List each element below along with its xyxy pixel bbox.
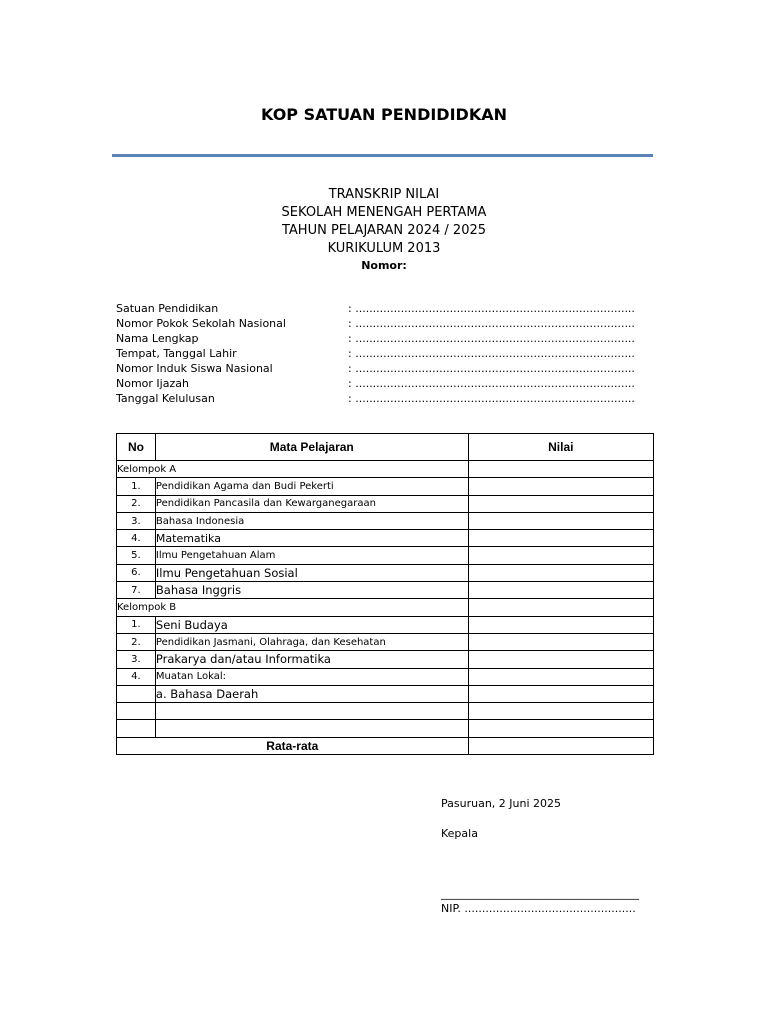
grade-cell xyxy=(468,720,653,737)
info-row xyxy=(116,316,656,331)
grade-cell xyxy=(468,599,653,616)
info-value: : ................................................................................ xyxy=(348,347,635,360)
row-number xyxy=(117,720,156,737)
info-row xyxy=(116,361,656,376)
title-curriculum: KURIKULUM 2013 xyxy=(327,241,441,256)
row-subject: Pendidikan Pancasila dan Kewarganegaraan xyxy=(155,495,468,512)
signatory-role: Kepala xyxy=(441,827,478,840)
table-row xyxy=(117,512,654,529)
grade-cell xyxy=(468,685,653,702)
table-row xyxy=(117,685,654,702)
row-subject: Bahasa Indonesia xyxy=(155,512,468,529)
row-number: 1. xyxy=(117,478,156,495)
grade-cell xyxy=(468,547,653,564)
row-subject: Bahasa Inggris xyxy=(155,582,468,599)
info-value: : ................................................................................ xyxy=(348,302,635,315)
table-row xyxy=(117,703,654,720)
row-number: 1. xyxy=(117,616,156,633)
row-number: 7. xyxy=(117,582,156,599)
place-date: Pasuruan, 2 Juni 2025 xyxy=(441,797,562,810)
header-no: No xyxy=(117,434,156,461)
info-value: : ................................................................................ xyxy=(348,392,635,405)
info-row xyxy=(116,331,656,346)
grade-cell xyxy=(468,530,653,547)
table-row xyxy=(117,547,654,564)
table-row xyxy=(117,616,654,633)
header-subject: Mata Pelajaran xyxy=(155,434,468,461)
group-label: Kelompok A xyxy=(117,461,469,478)
info-row xyxy=(116,391,656,406)
info-label: Tempat, Tanggal Lahir xyxy=(116,347,237,360)
table-header-row xyxy=(117,434,654,461)
signature-line: ____________________________________ xyxy=(441,887,639,900)
row-subject: Prakarya dan/atau Informatika xyxy=(155,651,468,668)
grades-table xyxy=(116,433,654,755)
info-value: : ................................................................................ xyxy=(348,332,635,345)
info-label: Nomor Ijazah xyxy=(116,377,189,390)
info-row xyxy=(116,376,656,391)
row-number: 5. xyxy=(117,547,156,564)
table-row xyxy=(117,478,654,495)
info-value: : ................................................................................ xyxy=(348,317,635,330)
table-row xyxy=(117,633,654,650)
table-row xyxy=(117,668,654,685)
average-grade-cell xyxy=(468,737,653,754)
group-row-b xyxy=(117,599,654,616)
title-transkrip: TRANSKRIP NILAI xyxy=(328,187,440,202)
title-nomor: Nomor: xyxy=(361,259,407,272)
row-number: 4. xyxy=(117,668,156,685)
header-grade: Nilai xyxy=(468,434,653,461)
table-row xyxy=(117,582,654,599)
row-subject xyxy=(155,703,468,720)
table-row xyxy=(117,495,654,512)
row-subject: a. Bahasa Daerah xyxy=(155,685,468,702)
info-label: Satuan Pendidikan xyxy=(116,302,219,315)
row-subject: Pendidikan Agama dan Budi Pekerti xyxy=(155,478,468,495)
document-titles xyxy=(0,186,768,274)
info-value: : ................................................................................ xyxy=(348,362,635,375)
average-row xyxy=(117,737,654,754)
info-label: Tanggal Kelulusan xyxy=(116,392,215,405)
title-academic-year: TAHUN PELAJARAN 2024 / 2025 xyxy=(281,223,487,238)
grade-cell xyxy=(468,478,653,495)
grade-cell xyxy=(468,495,653,512)
title-school-level: SEKOLAH MENENGAH PERTAMA xyxy=(281,205,487,220)
row-number: 2. xyxy=(117,633,156,650)
info-row xyxy=(116,346,656,361)
table-row xyxy=(117,530,654,547)
info-label: Nomor Pokok Sekolah Nasional xyxy=(116,317,286,330)
group-row-a xyxy=(117,461,654,478)
row-subject: Pendidikan Jasmani, Olahraga, dan Kesehatan xyxy=(155,633,468,650)
average-label: Rata-rata xyxy=(117,737,469,754)
table-row xyxy=(117,651,654,668)
row-number: 3. xyxy=(117,512,156,529)
info-label: Nama Lengkap xyxy=(116,332,199,345)
grade-cell xyxy=(468,564,653,581)
row-number: 2. xyxy=(117,495,156,512)
grade-cell xyxy=(468,582,653,599)
letterhead-rule xyxy=(112,154,653,157)
nip-field: NIP. ................................................. xyxy=(441,902,636,915)
grade-cell xyxy=(468,668,653,685)
row-number: 6. xyxy=(117,564,156,581)
row-subject: Matematika xyxy=(155,530,468,547)
letterhead-title: KOP SATUAN PENDIDIDKAN xyxy=(261,105,507,124)
grade-cell xyxy=(468,461,653,478)
row-subject: Muatan Lokal: xyxy=(155,668,468,685)
row-number: 3. xyxy=(117,651,156,668)
grade-cell xyxy=(468,616,653,633)
group-label: Kelompok B xyxy=(117,599,469,616)
row-number: 4. xyxy=(117,530,156,547)
info-row xyxy=(116,301,656,316)
row-subject xyxy=(155,720,468,737)
student-info xyxy=(116,301,656,406)
row-number xyxy=(117,685,156,702)
grade-cell xyxy=(468,703,653,720)
info-label: Nomor Induk Siswa Nasional xyxy=(116,362,273,375)
grade-cell xyxy=(468,512,653,529)
row-number xyxy=(117,703,156,720)
row-subject: Ilmu Pengetahuan Alam xyxy=(155,547,468,564)
table-row xyxy=(117,720,654,737)
info-value: : ................................................................................ xyxy=(348,377,635,390)
table-row xyxy=(117,564,654,581)
grade-cell xyxy=(468,651,653,668)
grade-cell xyxy=(468,633,653,650)
row-subject: Ilmu Pengetahuan Sosial xyxy=(155,564,468,581)
row-subject: Seni Budaya xyxy=(155,616,468,633)
